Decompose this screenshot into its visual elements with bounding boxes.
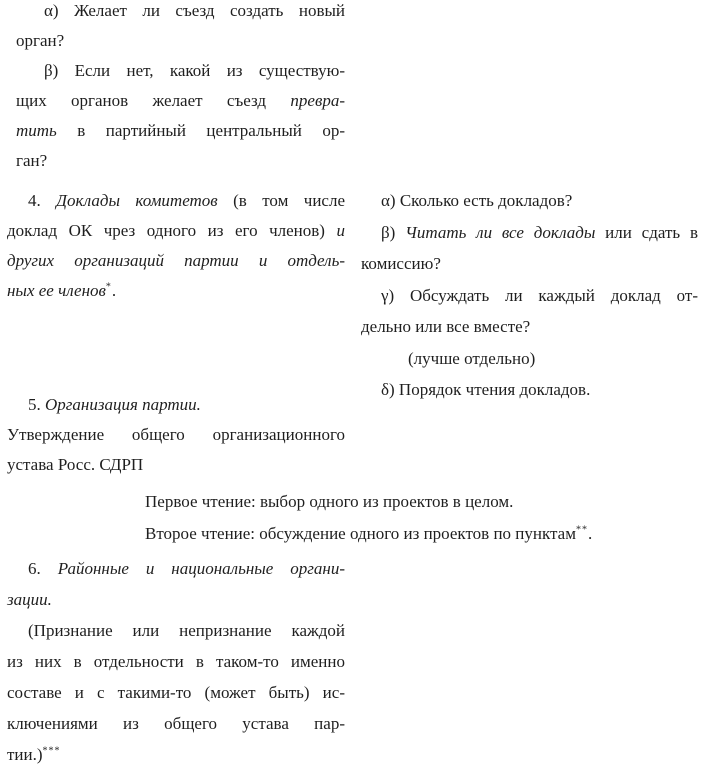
text-line: α) Желает ли съезд создать новый <box>44 1 345 20</box>
text-line: других организаций партии и отдель- <box>7 251 345 270</box>
text-line: зации. <box>7 590 52 609</box>
item-3-subquestions <box>16 0 345 176</box>
text-line: Второе чтение: обсуждение одного из проектов по пунктам**. <box>145 524 593 543</box>
text-line: ных ее членов*. <box>7 281 117 300</box>
text-line: δ) Порядок чтения докладов. <box>381 380 591 399</box>
text-line: 4. Доклады комитетов (в том числе <box>28 191 345 210</box>
right-column-report-questions <box>361 185 698 406</box>
text-line: тить в партийный центральный ор- <box>16 121 345 140</box>
text-line: ключениями из общего устава пар- <box>7 714 345 733</box>
text-line: 6. Районные и национальные органи- <box>28 559 345 578</box>
text-line: составе и с такими-то (может быть) ис- <box>7 683 345 702</box>
text-line: устава Росс. СДРП <box>7 455 144 474</box>
text-line: ган? <box>16 151 48 170</box>
text-line: Утверждение общего организационного <box>7 425 345 444</box>
text-line: β) Читать ли все доклады или сдать в <box>381 222 698 242</box>
reading-procedure-notes <box>145 486 690 550</box>
text-line: α) Сколько есть докладов? <box>381 191 573 210</box>
text-line: щих органов желает съезд превра- <box>16 91 345 110</box>
text-line: (лучше отдельно) <box>408 348 536 368</box>
text-line: из них в отдельности в таком-то именно <box>7 652 345 671</box>
text-line: Первое чтение: выбор одного из проектов в целом. <box>145 492 514 511</box>
item-5-organization <box>7 390 345 480</box>
text-line: орган? <box>16 31 65 50</box>
text-line: 5. Организация партии. <box>28 395 201 414</box>
text-line: комиссию? <box>361 254 441 273</box>
text-line: дельно или все вместе? <box>361 317 531 336</box>
item-6-regional-organizations <box>7 553 345 770</box>
text-line: (Признание или непризнание каждой <box>28 621 345 640</box>
text-line: доклад ОК чрез одного из его членов) и <box>7 221 345 240</box>
text-line: β) Если нет, какой из существую- <box>44 61 345 80</box>
text-line: тии.)*** <box>7 745 61 764</box>
text-line: γ) Обсуждать ли каждый доклад от- <box>381 285 698 305</box>
item-4-reports <box>7 186 345 306</box>
